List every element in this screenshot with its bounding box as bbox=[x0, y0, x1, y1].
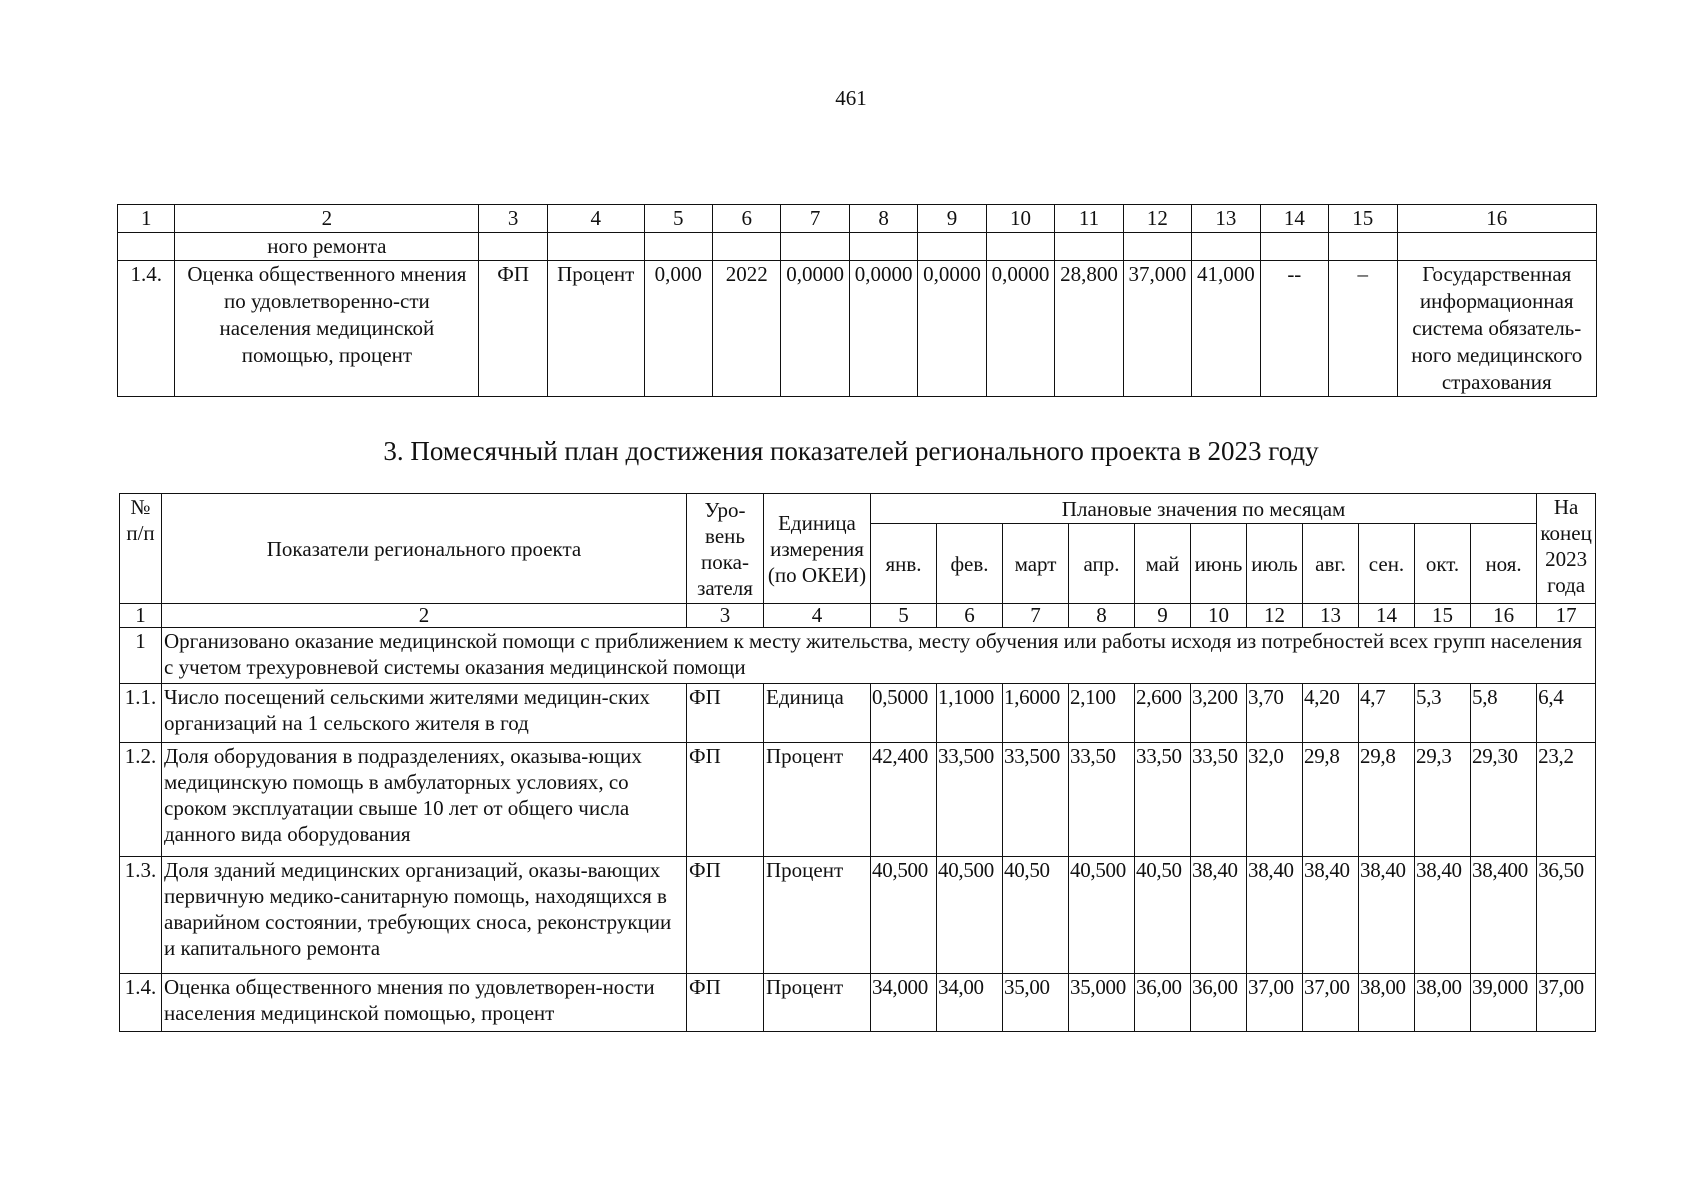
column-number: 3 bbox=[687, 604, 764, 628]
end-of-year-value: 23,2 bbox=[1537, 743, 1596, 857]
cell-value: 28,800 bbox=[1055, 261, 1123, 397]
month-value: 33,50 bbox=[1191, 743, 1247, 857]
column-number: 16 bbox=[1397, 205, 1597, 233]
monthly-plan-table bbox=[119, 493, 1596, 1032]
section-title: 3. Помесячный план достижения показателей регионального проекта в 2023 году bbox=[383, 436, 1319, 466]
row-number: 1.2. bbox=[120, 743, 162, 857]
row-number: 1.3. bbox=[120, 857, 162, 974]
column-number: 8 bbox=[1069, 604, 1135, 628]
row-number: 1.1. bbox=[120, 684, 162, 743]
month-value: 39,000 bbox=[1471, 974, 1537, 1032]
continuation-text: ного ремонта bbox=[175, 233, 479, 261]
column-number: 10 bbox=[986, 205, 1054, 233]
month-value: 1,1000 bbox=[937, 684, 1003, 743]
month-value: 38,40 bbox=[1415, 857, 1471, 974]
indicator-unit: Процент bbox=[547, 261, 644, 397]
indicator-name: Доля зданий медицинских организаций, оказы-вающих первичную медико-санитарную помощь, находящихся в аварийном состоянии, требующих сноса, реконструкции и капитального ремонта bbox=[162, 857, 687, 974]
column-number: 1 bbox=[120, 604, 162, 628]
data-source: Государственная информационная система обязатель-ного медицинского страхования bbox=[1397, 261, 1597, 397]
page-number: 461 bbox=[835, 86, 867, 110]
group-row bbox=[120, 628, 1596, 684]
column-number: 12 bbox=[1247, 604, 1303, 628]
month-value: 40,500 bbox=[1069, 857, 1135, 974]
column-number: 14 bbox=[1359, 604, 1415, 628]
cell-value: 0,0000 bbox=[918, 261, 986, 397]
month-header: май bbox=[1135, 524, 1191, 604]
indicator-level: ФП bbox=[687, 743, 764, 857]
table-row bbox=[120, 857, 1596, 974]
month-value: 35,00 bbox=[1003, 974, 1069, 1032]
month-value: 33,50 bbox=[1069, 743, 1135, 857]
month-header: июль bbox=[1247, 524, 1303, 604]
header-num: № п/п bbox=[120, 494, 162, 604]
month-value: 40,50 bbox=[1135, 857, 1191, 974]
column-number: 2 bbox=[162, 604, 687, 628]
column-number: 1 bbox=[118, 205, 175, 233]
column-number: 2 bbox=[175, 205, 479, 233]
column-number: 9 bbox=[918, 205, 986, 233]
column-number: 8 bbox=[849, 205, 917, 233]
table-row bbox=[120, 743, 1596, 857]
column-number: 15 bbox=[1329, 205, 1397, 233]
month-header: авг. bbox=[1303, 524, 1359, 604]
month-header: март bbox=[1003, 524, 1069, 604]
month-value: 33,500 bbox=[937, 743, 1003, 857]
cell-value: – bbox=[1329, 261, 1397, 397]
indicator-level: ФП bbox=[479, 261, 547, 397]
indicator-name: Оценка общественного мнения по удовлетворенно-сти населения медицинской помощью, процент bbox=[175, 261, 479, 397]
month-value: 29,8 bbox=[1303, 743, 1359, 857]
end-of-year-value: 37,00 bbox=[1537, 974, 1596, 1032]
month-value: 29,30 bbox=[1471, 743, 1537, 857]
month-value: 40,500 bbox=[871, 857, 937, 974]
month-value: 0,5000 bbox=[871, 684, 937, 743]
month-value: 36,00 bbox=[1135, 974, 1191, 1032]
indicator-name: Оценка общественного мнения по удовлетворен-ности населения медицинской помощью, процент bbox=[162, 974, 687, 1032]
row-number: 1.4. bbox=[120, 974, 162, 1032]
column-number: 17 bbox=[1537, 604, 1596, 628]
cell-value: 0,0000 bbox=[849, 261, 917, 397]
column-number: 9 bbox=[1135, 604, 1191, 628]
continuation-row bbox=[118, 233, 1597, 261]
header-indicators: Показатели регионального проекта bbox=[162, 494, 687, 604]
indicator-unit: Процент bbox=[764, 743, 871, 857]
column-number: 13 bbox=[1192, 205, 1260, 233]
cell-value: -- bbox=[1260, 261, 1328, 397]
month-value: 36,00 bbox=[1191, 974, 1247, 1032]
month-header: сен. bbox=[1359, 524, 1415, 604]
indicator-unit: Единица bbox=[764, 684, 871, 743]
month-header: янв. bbox=[871, 524, 937, 604]
month-value: 34,00 bbox=[937, 974, 1003, 1032]
month-value: 2,100 bbox=[1069, 684, 1135, 743]
month-value: 38,400 bbox=[1471, 857, 1537, 974]
month-value: 5,3 bbox=[1415, 684, 1471, 743]
month-value: 33,50 bbox=[1135, 743, 1191, 857]
column-number: 12 bbox=[1123, 205, 1191, 233]
month-value: 38,40 bbox=[1303, 857, 1359, 974]
month-value: 3,200 bbox=[1191, 684, 1247, 743]
column-number: 3 bbox=[479, 205, 547, 233]
indicators-table-continuation bbox=[117, 204, 1597, 397]
header-planned-values: Плановые значения по месяцам bbox=[871, 494, 1537, 524]
month-header: фев. bbox=[937, 524, 1003, 604]
month-value: 1,6000 bbox=[1003, 684, 1069, 743]
month-value: 42,400 bbox=[871, 743, 937, 857]
cell-value: 2022 bbox=[712, 261, 780, 397]
month-value: 35,000 bbox=[1069, 974, 1135, 1032]
month-header: июнь bbox=[1191, 524, 1247, 604]
column-number-row bbox=[118, 205, 1597, 233]
column-number: 15 bbox=[1415, 604, 1471, 628]
month-value: 37,00 bbox=[1303, 974, 1359, 1032]
month-header: окт. bbox=[1415, 524, 1471, 604]
month-value: 38,40 bbox=[1247, 857, 1303, 974]
indicator-unit: Процент bbox=[764, 857, 871, 974]
month-value: 33,500 bbox=[1003, 743, 1069, 857]
month-header: ноя. bbox=[1471, 524, 1537, 604]
group-number: 1 bbox=[120, 628, 162, 684]
month-value: 38,00 bbox=[1415, 974, 1471, 1032]
header-level: Уро-вень пока-зателя bbox=[687, 494, 764, 604]
month-value: 4,20 bbox=[1303, 684, 1359, 743]
month-value: 29,8 bbox=[1359, 743, 1415, 857]
column-number: 6 bbox=[712, 205, 780, 233]
month-value: 38,40 bbox=[1359, 857, 1415, 974]
column-number: 14 bbox=[1260, 205, 1328, 233]
group-title: Организовано оказание медицинской помощи с приближением к месту жительства, месту обучения или работы исходя из потребностей всех групп населения с учетом трехуровневой системы оказания медицинской помощи bbox=[162, 628, 1596, 684]
column-number-row bbox=[120, 604, 1596, 628]
month-value: 4,7 bbox=[1359, 684, 1415, 743]
cell-value: 0,0000 bbox=[781, 261, 849, 397]
column-number: 13 bbox=[1303, 604, 1359, 628]
month-value: 5,8 bbox=[1471, 684, 1537, 743]
header-unit: Единица измерения (по ОКЕИ) bbox=[764, 494, 871, 604]
table-row bbox=[120, 684, 1596, 743]
month-value: 3,70 bbox=[1247, 684, 1303, 743]
column-number: 10 bbox=[1191, 604, 1247, 628]
header-end-of-year: На конец 2023 года bbox=[1537, 494, 1596, 604]
month-value: 37,00 bbox=[1247, 974, 1303, 1032]
column-number: 11 bbox=[1055, 205, 1123, 233]
cell-value: 0,0000 bbox=[986, 261, 1054, 397]
table-row bbox=[120, 974, 1596, 1032]
indicator-level: ФП bbox=[687, 857, 764, 974]
indicator-unit: Процент bbox=[764, 974, 871, 1032]
cell-value: 0,000 bbox=[644, 261, 712, 397]
indicator-name: Число посещений сельскими жителями медицин-ских организаций на 1 сельского жителя в год bbox=[162, 684, 687, 743]
column-number: 7 bbox=[1003, 604, 1069, 628]
cell-value: 41,000 bbox=[1192, 261, 1260, 397]
month-value: 29,3 bbox=[1415, 743, 1471, 857]
month-value: 38,00 bbox=[1359, 974, 1415, 1032]
header-row bbox=[120, 494, 1596, 524]
indicator-name: Доля оборудования в подразделениях, оказыва-ющих медицинскую помощь в амбулаторных условиях, со сроком эксплуатации свыше 10 лет от общего числа данного вида оборудования bbox=[162, 743, 687, 857]
indicator-level: ФП bbox=[687, 684, 764, 743]
month-value: 2,600 bbox=[1135, 684, 1191, 743]
column-number: 5 bbox=[644, 205, 712, 233]
table-row bbox=[118, 261, 1597, 397]
column-number: 4 bbox=[764, 604, 871, 628]
end-of-year-value: 36,50 bbox=[1537, 857, 1596, 974]
column-number: 6 bbox=[937, 604, 1003, 628]
column-number: 4 bbox=[547, 205, 644, 233]
column-number: 16 bbox=[1471, 604, 1537, 628]
column-number: 5 bbox=[871, 604, 937, 628]
month-value: 40,50 bbox=[1003, 857, 1069, 974]
cell-value: 37,000 bbox=[1123, 261, 1191, 397]
indicator-level: ФП bbox=[687, 974, 764, 1032]
end-of-year-value: 6,4 bbox=[1537, 684, 1596, 743]
month-value: 38,40 bbox=[1191, 857, 1247, 974]
month-value: 34,000 bbox=[871, 974, 937, 1032]
month-value: 40,500 bbox=[937, 857, 1003, 974]
row-number: 1.4. bbox=[118, 261, 175, 397]
column-number: 7 bbox=[781, 205, 849, 233]
month-value: 32,0 bbox=[1247, 743, 1303, 857]
month-header: апр. bbox=[1069, 524, 1135, 604]
